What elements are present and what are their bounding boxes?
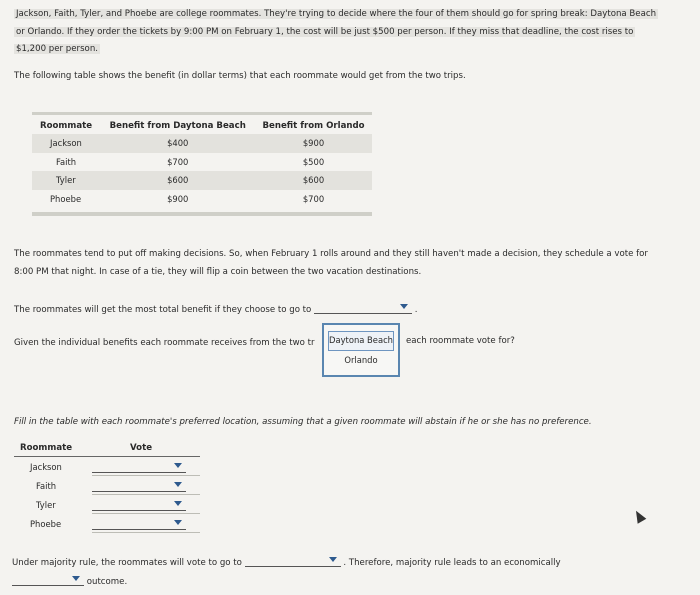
vote-roommate: Jackson — [30, 462, 62, 472]
cell: Jackson — [32, 134, 100, 153]
benefit-table — [32, 112, 372, 216]
intro-line-1: Jackson, Faith, Tyler, and Phoebe are college roommates. They're trying to decide where the four of them should go for spring break: Daytona Beach — [16, 9, 657, 19]
cell: $700 — [167, 156, 189, 167]
cell: $400 — [100, 134, 255, 153]
mouse-cursor-icon — [632, 508, 647, 523]
vote-table-header — [14, 440, 200, 457]
chevron-down-icon — [400, 304, 408, 309]
row-divider — [92, 494, 200, 495]
header-orlando: Benefit from Orlando — [262, 121, 365, 131]
q3-mid: . Therefore, majority rule leads to an economically — [343, 558, 561, 568]
cell: Tyler — [32, 171, 100, 190]
header-roommate: Roommate — [40, 121, 93, 131]
vote-dropdown-faith[interactable] — [92, 480, 186, 492]
option-daytona-beach[interactable]: Daytona Beach — [328, 331, 394, 351]
chevron-down-icon — [174, 463, 182, 468]
vote-roommate: Tyler — [36, 500, 56, 510]
table-bottom-bar — [32, 212, 372, 216]
total-benefit-dropdown[interactable] — [314, 302, 412, 314]
question-majority-rule-2 — [12, 574, 127, 587]
row-divider — [92, 513, 200, 514]
chevron-down-icon — [72, 576, 80, 581]
cell: $600 — [255, 171, 372, 190]
table-row — [32, 153, 372, 172]
q3-end: outcome. — [86, 577, 128, 587]
fill-instruction: Fill in the table with each roommate's preferred location, assuming that a given roommate will abstain if he or she has no preference. — [14, 417, 592, 427]
table-row — [14, 515, 200, 534]
vote-roommate: Phoebe — [30, 519, 62, 529]
chevron-down-icon — [329, 557, 337, 562]
question-vote — [14, 338, 315, 348]
option-orlando[interactable]: Orlando — [344, 355, 378, 365]
cell: $500 — [302, 156, 325, 167]
q1-end: . — [414, 305, 418, 315]
vote-roommate: Faith — [36, 481, 57, 491]
decision-line-1: The roommates tend to put off making decisions. So, when February 1 rolls around and they still haven't made a decision, they schedule a vote for — [14, 249, 648, 259]
vote-dropdown-tyler[interactable] — [92, 499, 186, 511]
vote-dropdown-jackson[interactable] — [92, 461, 186, 473]
majority-destination-dropdown[interactable] — [245, 555, 341, 567]
intro-line-3: $1,200 per person. — [16, 44, 98, 54]
table-row — [14, 496, 200, 515]
vote-dropdown-phoebe[interactable] — [92, 518, 186, 530]
q3-start: Under majority rule, the roommates will vote to go to — [12, 558, 242, 568]
table-intro: The following table shows the benefit (in dollar terms) that each roommate would get from the two trips. — [14, 71, 466, 81]
efficiency-dropdown[interactable] — [12, 574, 84, 586]
question-total-benefit — [14, 302, 418, 315]
cell: $600 — [100, 171, 255, 190]
row-divider — [92, 532, 200, 533]
vote-header-roommate: Roommate — [20, 443, 73, 453]
intro-line-2: or Orlando. If they order the tickets by 9:00 PM on February 1, the cost will be just $500 per person. If they miss that deadline, the cost rises to — [16, 26, 634, 37]
chevron-down-icon — [174, 482, 182, 487]
destination-listbox[interactable] — [322, 323, 400, 377]
chevron-down-icon — [174, 520, 182, 525]
header-daytona: Benefit from Daytona Beach — [109, 121, 246, 131]
decision-text — [14, 246, 686, 281]
table-row — [32, 171, 372, 190]
q1-text: The roommates will get the most total benefit if they choose to go to — [14, 305, 312, 315]
table-row — [14, 477, 200, 496]
question-majority-rule — [12, 555, 561, 568]
cell: Phoebe — [50, 193, 82, 204]
chevron-down-icon — [174, 501, 182, 506]
table-row — [32, 190, 372, 209]
row-divider — [92, 475, 200, 476]
q2-start: Given the individual benefits each roommate receives from the two tr — [14, 338, 315, 348]
cell: Faith — [56, 156, 77, 167]
table-row — [14, 458, 200, 477]
cell: $900 — [167, 193, 189, 204]
vote-header-vote: Vote — [130, 443, 153, 453]
cell: $900 — [255, 134, 372, 153]
decision-line-2: 8:00 PM that night. In case of a tie, they will flip a coin between the two vacation destinations. — [14, 266, 422, 277]
intro-text — [14, 6, 686, 59]
q2-end: each roommate vote for? — [406, 336, 515, 346]
table-row — [32, 134, 372, 153]
cell: $700 — [302, 193, 325, 204]
